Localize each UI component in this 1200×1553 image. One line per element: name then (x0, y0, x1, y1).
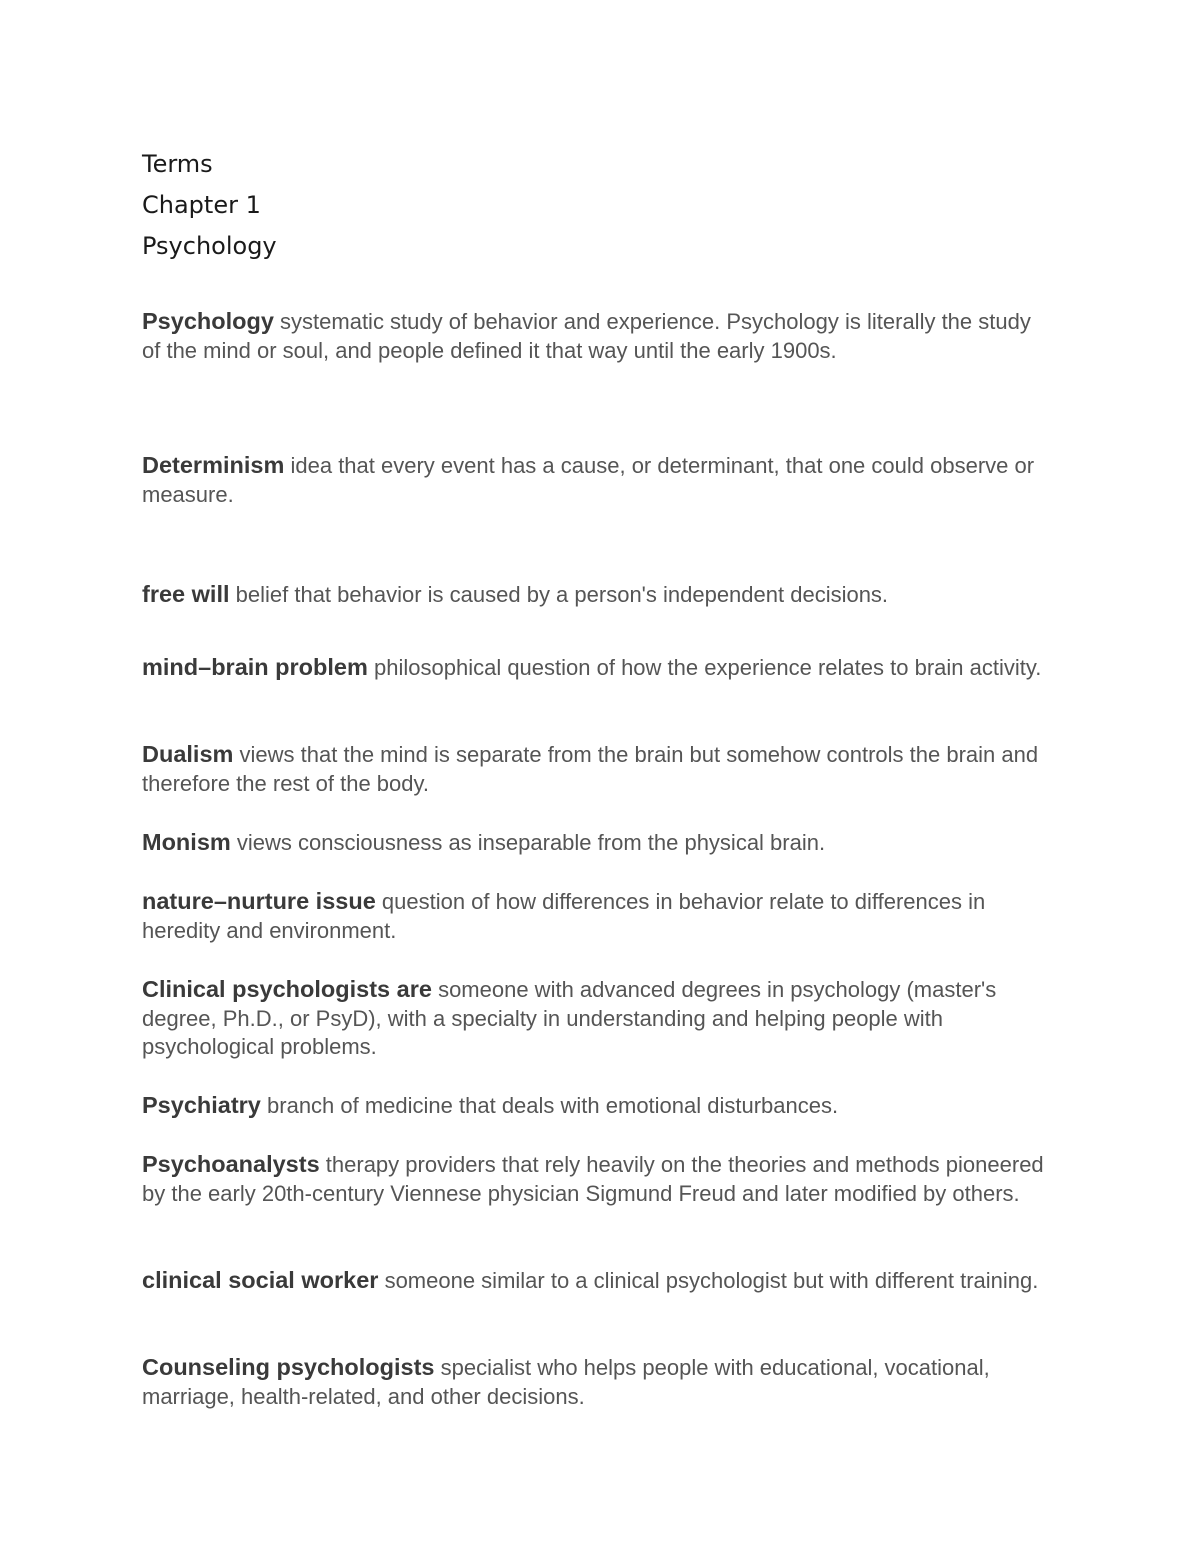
glossary-entry-mind-brain-problem (142, 653, 1052, 683)
glossary-entry-clinical-social-worker (142, 1266, 1052, 1296)
term-label: Psychoanalysts (142, 1151, 320, 1177)
glossary-entry-clinical-psychologists (142, 975, 1052, 1062)
term-definition: idea that every event has a cause, or determinant, that one could observe or measure. (142, 453, 1035, 507)
term-label: free will (142, 581, 230, 607)
term-label: Monism (142, 829, 231, 855)
term-label: Dualism (142, 741, 234, 767)
term-label: nature–nurture issue (142, 888, 376, 914)
term-label: Psychiatry (142, 1092, 261, 1118)
glossary-entry-psychoanalysts (142, 1150, 1052, 1208)
glossary-entry-psychology (142, 307, 1052, 365)
term-label: Counseling psychologists (142, 1354, 435, 1380)
term-definition: branch of medicine that deals with emotional disturbances. (267, 1093, 839, 1118)
glossary-entry-determinism (142, 451, 1052, 509)
heading-terms: Terms (142, 150, 213, 178)
term-definition: question of how differences in behavior relate to differences in heredity and environment. (142, 889, 986, 943)
glossary-entry-free-will (142, 580, 1052, 610)
term-definition: belief that behavior is caused by a person's independent decisions. (235, 582, 889, 607)
term-label: mind–brain problem (142, 654, 368, 680)
term-definition: someone similar to a clinical psychologist but with different training. (384, 1268, 1039, 1293)
term-definition: philosophical question of how the experience relates to brain activity. (374, 655, 1042, 680)
term-definition: specialist who helps people with educational, vocational, marriage, health-related, and other decisions. (142, 1355, 990, 1409)
term-definition: views consciousness as inseparable from the physical brain. (236, 830, 826, 855)
term-label: Determinism (142, 452, 285, 478)
glossary-entry-monism (142, 828, 1052, 858)
heading-chapter: Chapter 1 (142, 191, 261, 219)
glossary-entry-counseling-psychologists (142, 1353, 1052, 1411)
term-definition: therapy providers that rely heavily on the theories and methods pioneered by the early 20th-century Viennese physician Sigmund Freud and later modified by others. (142, 1152, 1044, 1206)
term-label: Psychology (142, 308, 274, 334)
term-definition: systematic study of behavior and experience. Psychology is literally the study of the mind or soul, and people defined it that way until the early 1900s. (142, 309, 1031, 363)
term-label: clinical social worker (142, 1267, 379, 1293)
term-definition: views that the mind is separate from the brain but somehow controls the brain and therefore the rest of the body. (142, 742, 1039, 796)
term-label: Clinical psychologists are (142, 976, 432, 1002)
term-definition: someone with advanced degrees in psychology (master's degree, Ph.D., or PsyD), with a specialty in understanding and helping people with psychological problems. (142, 977, 997, 1059)
glossary-entry-psychiatry (142, 1091, 1052, 1121)
glossary-entry-nature-nurture-issue (142, 887, 1052, 945)
glossary-entry-dualism (142, 740, 1052, 798)
heading-subject: Psychology (142, 232, 277, 260)
document-heading (142, 144, 277, 267)
